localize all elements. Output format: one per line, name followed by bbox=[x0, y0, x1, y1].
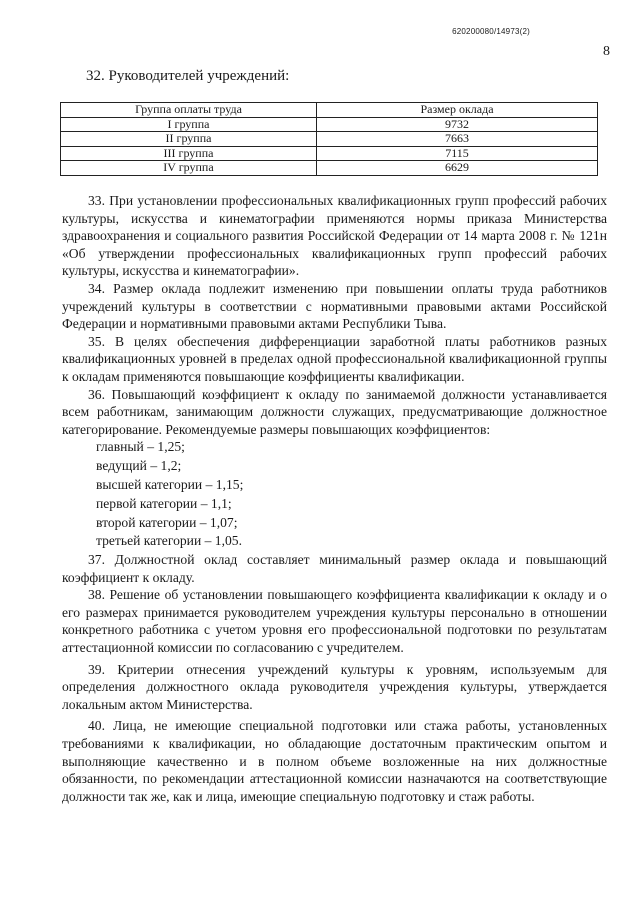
column-header-salary: Размер оклада bbox=[317, 103, 598, 118]
list-item: ведущий – 1,2; bbox=[96, 458, 182, 474]
coefficient-list bbox=[62, 438, 607, 551]
paragraph-40: 40. Лица, не имеющие специальной подготовки или стажа работы, установленных требованиями к квалификации, но обладающие достаточным практическим опытом и выполняющие качественно и в полном объеме возложенные на них должностные обязанности, по рекомендации аттестационной комиссии назначаются на соответствующие должности так же, как и лица, имеющие специальную подготовку и стаж работы. bbox=[62, 718, 607, 804]
paragraph-35: 35. В целях обеспечения дифференциации заработной платы работников разных квалификационных уровней в пределах одной профессиональной квалификационной группы к окладам применяются повышающие коэффициенты квалификации. bbox=[62, 333, 607, 384]
section-heading: 32. Руководителей учреждений: bbox=[86, 68, 290, 84]
pay-group-cell: I группа bbox=[61, 117, 317, 132]
paragraph-36: 36. Повышающий коэффициент к окладу по занимаемой должности устанавливается всем работникам, занимающим должности служащих, предусматривающие должностное категорирование. Рекомендуемые размеры повышающих коэффициентов: bbox=[62, 386, 607, 437]
list-item: высшей категории – 1,15; bbox=[96, 476, 244, 492]
table-row bbox=[61, 117, 598, 132]
salary-cell: 7663 bbox=[317, 132, 598, 147]
salary-table bbox=[60, 102, 598, 176]
list-item: третьей категории – 1,05. bbox=[96, 533, 242, 549]
column-header-pay-group: Группа оплаты труда bbox=[61, 103, 317, 118]
list-item: второй категории – 1,07; bbox=[96, 514, 238, 530]
table-row bbox=[61, 132, 598, 147]
list-item: главный – 1,25; bbox=[96, 439, 185, 455]
salary-cell: 6629 bbox=[317, 161, 598, 176]
table-header-row bbox=[61, 103, 598, 118]
document-code: 620200080/14973(2) bbox=[452, 27, 530, 36]
paragraph-39: 39. Критерии отнесения учреждений культуры к уровням, используемым для определения должностного оклада руководителя учреждения культуры, утверждается локальным актом Министерства. bbox=[62, 661, 607, 712]
salary-cell: 9732 bbox=[317, 117, 598, 132]
pay-group-cell: II группа bbox=[61, 132, 317, 147]
body-text bbox=[62, 192, 607, 805]
table-row bbox=[61, 161, 598, 176]
paragraph-33: 33. При установлении профессиональных квалификационных групп профессий рабочих культуры, искусства и кинематографии применяются нормы приказа Министерства здравоохранения и социального развития Российской Федерации от 14 марта 2008 г. № 121н «Об утверждении профессиональных квалификационных групп профессий рабочих культуры, искусства и кинематографии». bbox=[62, 193, 607, 279]
page-number: 8 bbox=[603, 44, 610, 59]
paragraph-37: 37. Должностной оклад составляет минимальный размер оклада и повышающий коэффициент к окладу. bbox=[62, 552, 607, 585]
table-row bbox=[61, 146, 598, 161]
list-item: первой категории – 1,1; bbox=[96, 495, 232, 511]
salary-cell: 7115 bbox=[317, 146, 598, 161]
paragraph-38: 38. Решение об установлении повышающего коэффициента квалификации к окладу и о его размерах принимается руководителем учреждения культуры персонально в отношении конкретного работника с учетом уровня его профессиональной подготовки по результатам аттестационной комиссии по согласованию с учредителем. bbox=[62, 587, 607, 656]
paragraph-34: 34. Размер оклада подлежит изменению при повышении оплаты труда работников учреждений культуры в соответствии с нормативными правовыми актами Российской Федерации и нормативными правовыми актами Республики Тыва. bbox=[62, 280, 607, 332]
pay-group-cell: III группа bbox=[61, 146, 317, 161]
pay-group-cell: IV группа bbox=[61, 161, 317, 176]
